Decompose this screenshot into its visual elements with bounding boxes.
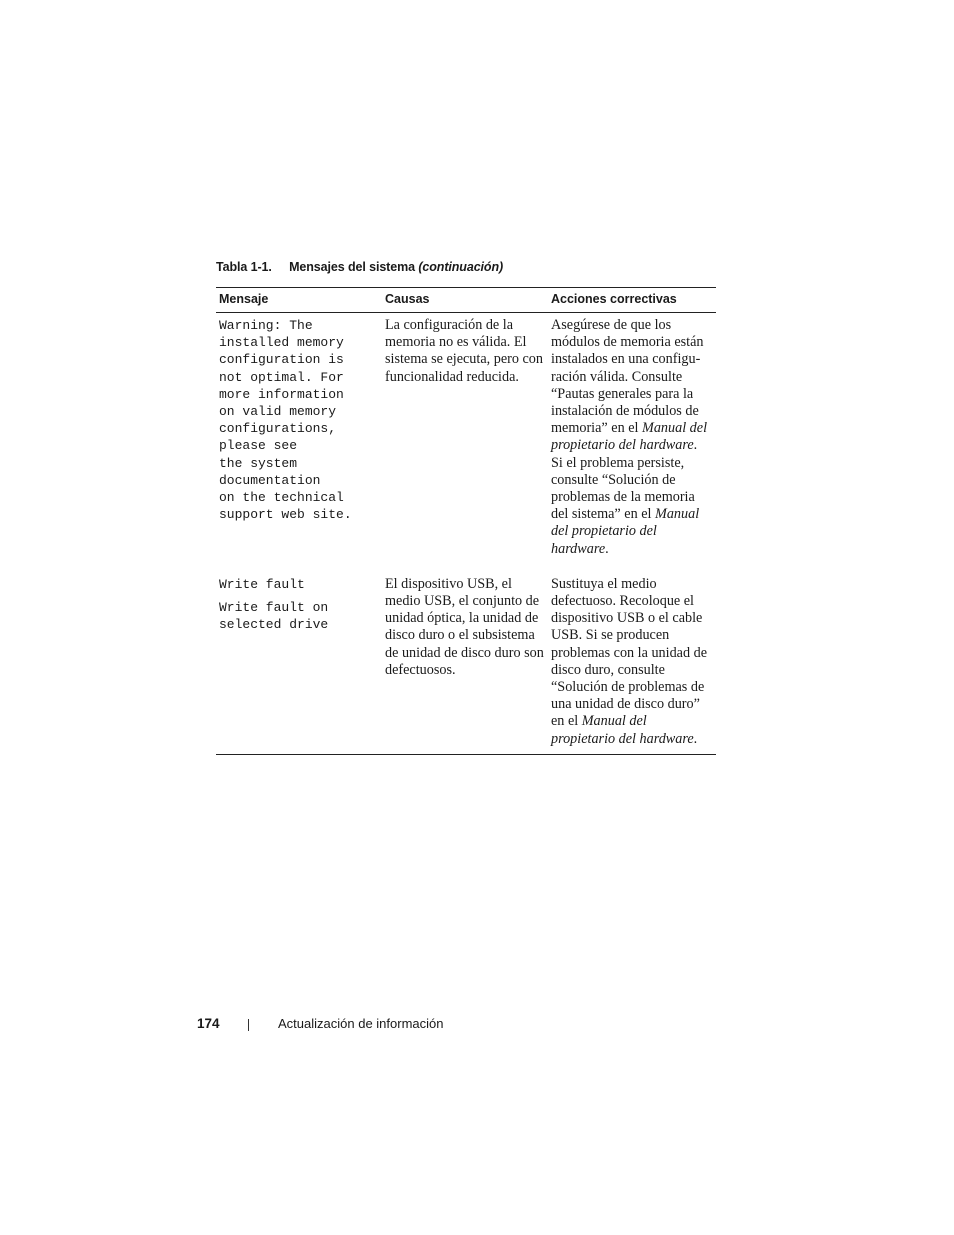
action-paragraph (551, 455, 712, 558)
cause-text: La configuración de la memoria no es válida. El sistema se ejecuta, pero con funcionalidad reducida. (385, 317, 543, 385)
table-number: Tabla 1-1. (216, 260, 272, 274)
message-text: Warning: The installed memory configuration is not optimal. For more information on valid memory configurations, please see the system documentation on the technical support web site. (219, 318, 352, 523)
action-cell (548, 570, 716, 755)
manual-reference: Manual del propietario del hardware (551, 506, 700, 557)
action-text-end: . (693, 730, 698, 747)
table-row (216, 313, 716, 570)
message-cell (216, 570, 382, 755)
action-text: Si el problema persiste, consulte “Solución de problemas de la memoria del sistema” en el (551, 454, 695, 523)
section-title: Actualización de información (278, 1016, 444, 1031)
manual-reference: Manual del propietario del hardware (551, 713, 694, 747)
message-text: Write fault (219, 576, 305, 592)
action-paragraph (551, 576, 712, 748)
header-actions: Acciones correctivas (548, 288, 716, 313)
page-number: 174 (197, 1016, 220, 1031)
cause-cell (382, 313, 548, 570)
message-text: Write fault on selected drive (219, 600, 329, 633)
system-messages-table (216, 287, 716, 755)
table-continuation: (continuación) (418, 260, 504, 274)
cause-text: El dispositivo USB, el medio USB, el conjunto de unidad óptica, la unidad de disco duro o el subsistema de unidad de disco duro son defectuosos. (385, 575, 544, 678)
action-paragraph (551, 317, 712, 455)
cause-cell (382, 570, 548, 755)
message-cell (216, 313, 382, 570)
footer-separator (248, 1019, 249, 1031)
table-title: Mensajes del sistema (289, 260, 415, 274)
table-caption (216, 260, 503, 274)
action-text: Asegúrese de que los módulos de memoria están instalados en una configu-ración válida. Consulte “Pautas generales para la instalación de módulos de memoria” en el (551, 317, 704, 437)
action-text-end: . (693, 437, 698, 454)
header-causes: Causas (382, 288, 548, 313)
action-text: Sustituya el medio defectuoso. Recoloque el dispositivo USB o el cable USB. Si se producen problemas con la unidad de disco duro, consulte “Solución de problemas de una unidad de disco duro” en el (551, 575, 708, 730)
table-header-row (216, 288, 716, 313)
table-row (216, 570, 716, 755)
action-text-end: . (605, 540, 609, 557)
action-cell (548, 313, 716, 570)
header-message: Mensaje (216, 288, 382, 313)
manual-reference: Manual del propietario del hardware (551, 420, 708, 454)
